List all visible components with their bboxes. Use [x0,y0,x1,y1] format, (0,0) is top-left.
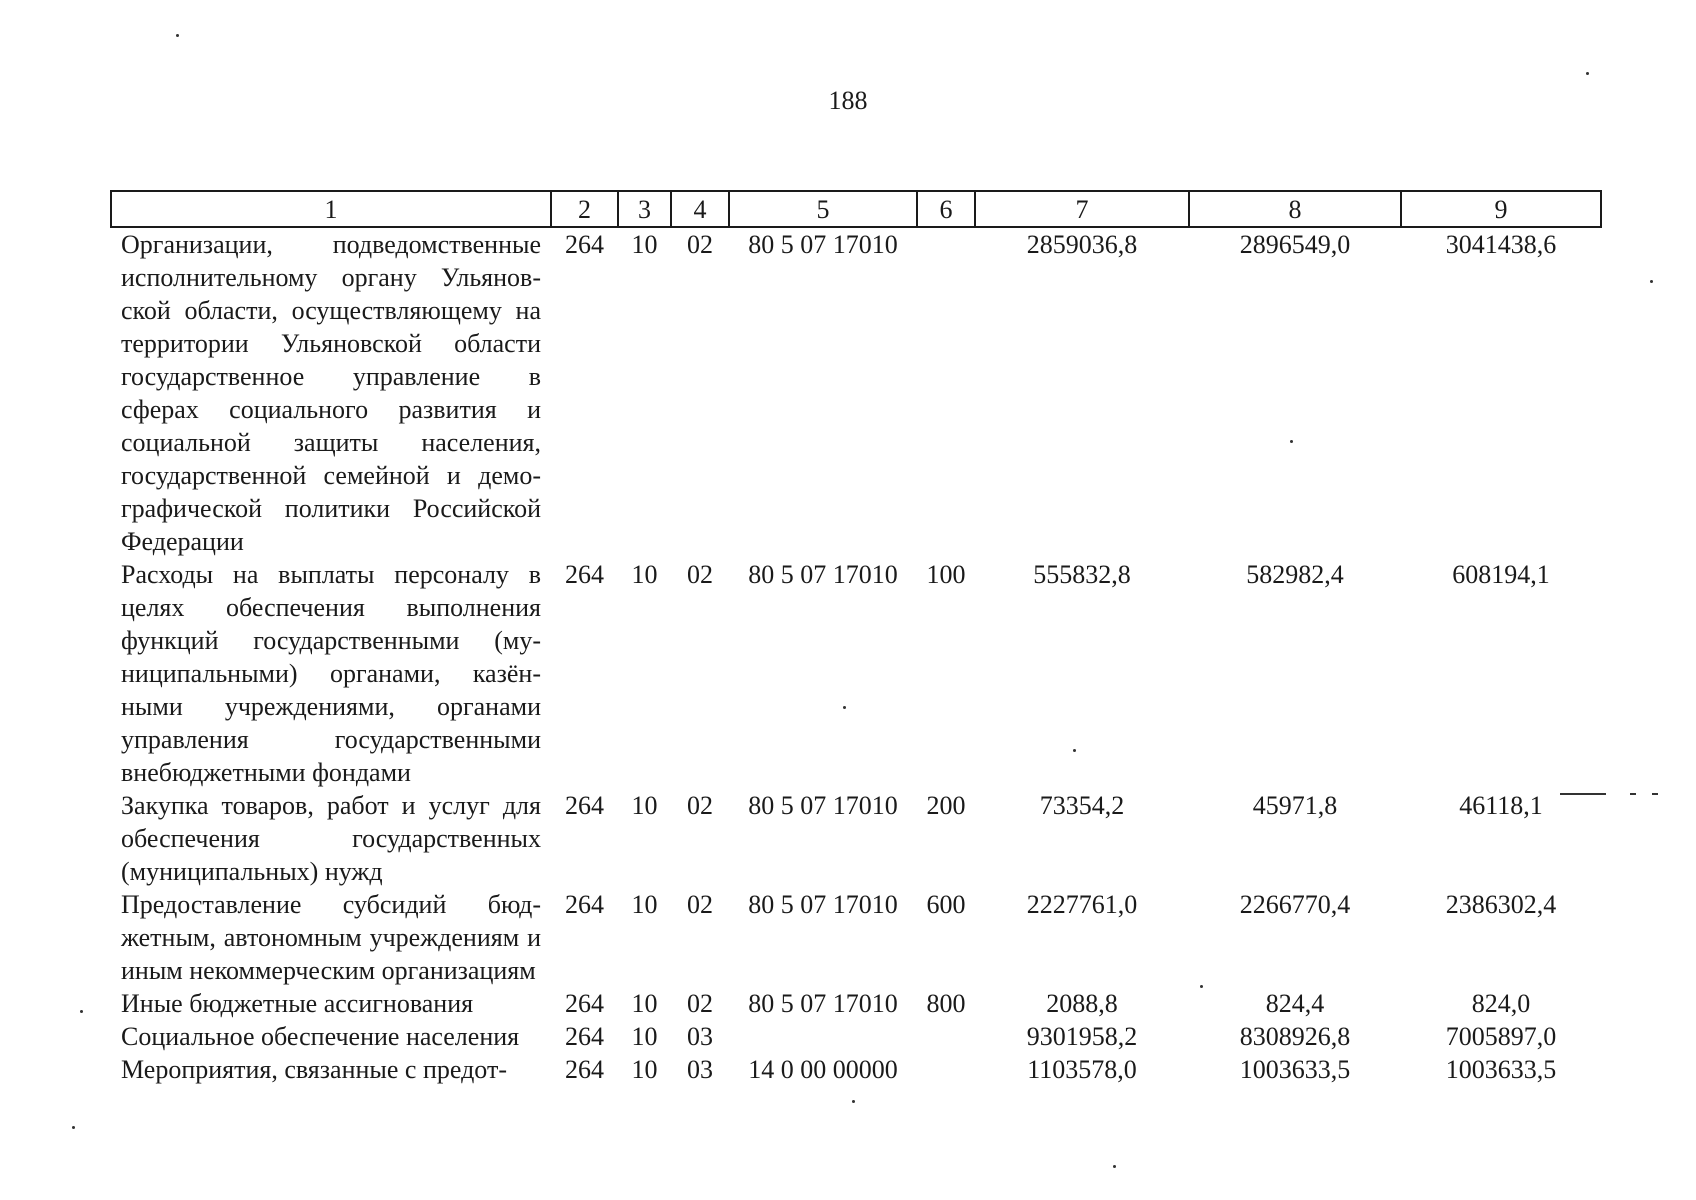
cell-c5 [729,1020,917,1053]
scan-speck [843,706,846,709]
scan-speck [1073,749,1076,752]
cell-c9: 3041438,6 [1445,230,1557,259]
cell-c5: 80 5 07 17010 [748,230,898,259]
cell-c7: 555832,8 [1033,560,1131,589]
cell-c7: 73354,2 [1039,791,1125,820]
cell-c4: 02 [687,791,713,820]
scan-speck [1290,440,1293,443]
cell-c3: 10 [631,989,658,1018]
cell-c3: 10 [631,791,658,820]
cell-c4: 02 [687,560,713,589]
page-number: 188 [828,86,868,115]
header-col-2: 2 [551,191,618,227]
cell-c4: 02 [687,230,713,259]
row-name: Закупка товаров, работ и услуг для обеспечения государственных (муниципальных) нужд [121,791,541,886]
header-row [111,191,1601,227]
table-row [111,227,1601,558]
cell-c4: 03 [687,1022,713,1051]
table-row [111,1053,1601,1086]
cell-c4: 02 [687,989,713,1018]
scan-speck [1113,1165,1116,1168]
cell-c8: 2266770,4 [1239,890,1351,919]
cell-c7: 2227761,0 [1026,890,1138,919]
cell-c4: 02 [687,890,713,919]
header-col-8: 8 [1189,191,1401,227]
table-row [111,888,1601,987]
scan-speck [72,1126,75,1129]
scan-speck [852,1100,855,1103]
row-name: Мероприятия, связанные с предот- [121,1055,507,1084]
row-name: Иные бюджетные ассигнования [121,989,474,1018]
cell-c8: 1003633,5 [1239,1055,1351,1084]
cell-c6 [917,1020,975,1053]
cell-c5: 80 5 07 17010 [748,560,898,589]
cell-c2: 264 [565,890,604,919]
header-col-5: 5 [729,191,917,227]
row-name: Расходы на выплаты персоналу в целях обеспечения выполнения функций государственными (муниципальными) органами, казёнными учреждениями, органами управления государственными внебюджетными фондами [121,560,541,787]
table-row [111,789,1601,888]
cell-c2: 264 [565,560,604,589]
cell-c6: 800 [926,989,966,1018]
table-row [111,987,1601,1020]
cell-c3: 10 [631,1022,658,1051]
cell-c6 [917,1053,975,1086]
cell-c5: 80 5 07 17010 [748,890,898,919]
cell-c3: 10 [631,230,658,259]
row-name: Организации, подведомственные исполнительному органу Ульяновской области, осуществляющему на территории Ульяновской области государственное управление в сферах социального развития и социальной защиты населения, государственной семейной и демографической политики Российской Федерации [121,230,541,556]
header-col-6: 6 [917,191,975,227]
cell-c9: 1003633,5 [1445,1055,1557,1084]
cell-c2: 264 [565,791,604,820]
scan-dash [1652,793,1658,795]
cell-c6: 600 [926,890,966,919]
table-row [111,558,1601,789]
scan-dash [1560,793,1606,795]
row-name: Предоставление субсидий бюджетным, автономным учреждениям и иным некоммерческим организациям [121,890,541,985]
cell-c8: 824,4 [1265,989,1325,1018]
row-name: Социальное обеспечение населения [121,1022,520,1051]
cell-c5: 14 0 00 00000 [748,1055,898,1084]
scan-speck [176,34,179,37]
cell-c6: 100 [926,560,966,589]
scan-speck [1650,280,1653,283]
cell-c8: 45971,8 [1252,791,1338,820]
cell-c3: 10 [631,890,658,919]
scan-speck [80,1010,83,1013]
cell-c5: 80 5 07 17010 [748,791,898,820]
cell-c6: 200 [926,791,966,820]
cell-c3: 10 [631,560,658,589]
header-col-1: 1 [111,191,551,227]
cell-c5: 80 5 07 17010 [748,989,898,1018]
cell-c3: 10 [631,1055,658,1084]
scan-speck [1586,72,1589,75]
header-col-7: 7 [975,191,1189,227]
cell-c9: 7005897,0 [1445,1022,1557,1051]
cell-c7: 2859036,8 [1026,230,1138,259]
cell-c6 [917,227,975,558]
cell-c9: 46118,1 [1459,791,1543,820]
cell-c8: 8308926,8 [1239,1022,1351,1051]
cell-c2: 264 [565,230,604,259]
header-col-4: 4 [671,191,729,227]
cell-c8: 2896549,0 [1239,230,1351,259]
cell-c2: 264 [565,1055,604,1084]
budget-table [110,190,1602,1086]
header-col-9: 9 [1401,191,1601,227]
cell-c9: 824,0 [1471,989,1531,1018]
cell-c7: 2088,8 [1046,989,1118,1018]
cell-c2: 264 [565,1022,604,1051]
cell-c9: 2386302,4 [1445,890,1557,919]
scan-dash [1630,793,1636,795]
cell-c4: 03 [687,1055,713,1084]
header-col-3: 3 [618,191,671,227]
scan-speck [1200,985,1203,988]
cell-c9: 608194,1 [1452,560,1550,589]
cell-c2: 264 [565,989,604,1018]
cell-c7: 1103578,0 [1027,1055,1137,1084]
cell-c7: 9301958,2 [1026,1022,1138,1051]
table-row [111,1020,1601,1053]
cell-c8: 582982,4 [1246,560,1344,589]
